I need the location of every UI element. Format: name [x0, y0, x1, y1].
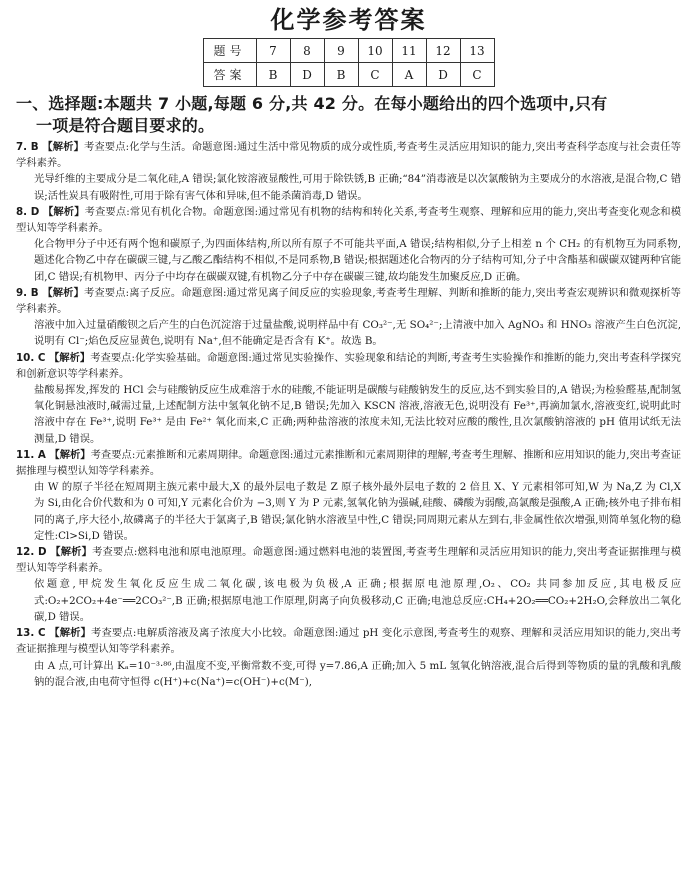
answer-cell: C	[460, 63, 494, 87]
answer-table	[203, 38, 495, 87]
question-lead: 考查要点:电解质溶液及离子浓度大小比较。命题意图:通过 pH 变化示意图,考查考生的观察、理解和灵活应用知识的能力,突出考查证据推理与模型认知等学科素养。	[16, 627, 681, 656]
question-body: 化合物甲分子中还有两个饱和碳原子,为四面体结构,所以所有原子不可能共平面,A 错误;结构相似,分子上相差 n 个 CH₂ 的有机物互为同系物,题述化合物乙中存在碳碳三键,与乙酸乙酯结构不相似,不是同系物,B 错误;根据题述化合物丙的分子结构可知,分子中含酯基和碳碳双键两种官能团,C 错误;有机物甲、丙分子中均存在碳碳双键,有机物乙分子中存在碳碳三键,故均能发生加聚反应,D 正确。	[34, 238, 681, 283]
question-lead: 考查要点:常见有机化合物。命题意图:通过常见有机物的结构和转化关系,考查考生观察、理解和应用的能力,突出考查变化观念和模型认知等学科素养。	[16, 205, 682, 235]
page-title: 化学参考答案	[270, 6, 427, 34]
question-number: 8	[290, 39, 324, 63]
question-lead: 考查要点:离子反应。命题意图:通过常见离子间反应的实验现象,考查考生理解、判断和推断的能力,突出考查宏观辨识和微观探析等学科素养。	[16, 286, 681, 316]
answer-cell: D	[426, 63, 460, 87]
answer-cell: C	[358, 63, 392, 87]
question-explanation-8	[16, 204, 681, 285]
answer-cell: D	[290, 63, 324, 87]
question-head: 13. C 【解析】	[16, 627, 92, 640]
question-body: 盐酸易挥发,挥发的 HCl 会与硅酸钠反应生成难溶于水的硅酸,不能证明是碳酸与硅酸钠发生的反应,达不到实验目的,A 错误;为检验醛基,配制氢氧化铜悬浊液时,碱需过量,上述配制方法中氢氧化钠不足,B 错误;先加入 KSCN 溶液,溶液无色,说明没有 Fe³⁺,再滴加氯水,溶液变红,说明此时溶液中存在 Fe³⁺,说明 Fe³⁺ 是由 Fe²⁺ 氧化而来,C 正确;两种盐溶液的浓度未知,无法比较对应酸的酸性,且次氯酸钠溶液的 pH 值用试纸无法测量,D 错误。	[34, 384, 681, 445]
question-lead: 考查要点:化学实验基础。命题意图:通过常见实验操作、实验现象和结论的判断,考查考生实验操作和推断的能力,突出考查科学探究和创新意识等学科素养。	[16, 351, 682, 380]
answer-cell: A	[392, 63, 426, 87]
answer-cell: B	[324, 63, 358, 87]
question-lead: 考查要点:元素推断和元素周期律。命题意图:通过元素推断和元素周期律的理解,考查考生理解、推断和应用知识的能力,突出考查证据推理与模型认知等学科素养。	[16, 448, 681, 478]
question-lead: 考查要点:燃料电池和原电池原理。命题意图:通过燃料电池的装置图,考查考生理解和灵活应用知识的能力,突出考查证据推理与模型认知等学科素养。	[16, 546, 681, 575]
question-number: 7	[256, 39, 290, 63]
question-head: 7. B 【解析】	[16, 141, 84, 153]
question-body: 依题意,甲烷发生氧化反应生成二氧化碳,该电极为负极,A 正确;根据原电池原理,O₂、CO₂ 共同参加反应,其电极反应式:O₂+2CO₂+4e⁻══2CO₃²⁻,B 正确;根据原电池工作原理,阴离子向负极移动,C 正确;电池总反应:CH₄+2O₂══CO₂+2H₂O,会释放出二氧化碳,D 错误。	[34, 578, 681, 623]
section-heading	[16, 93, 681, 137]
question-explanation-13	[16, 625, 681, 690]
question-head: 9. B 【解析】	[16, 286, 84, 299]
question-body: 光导纤维的主要成分是二氧化硅,A 错误;氯化铵溶液显酸性,可用于除铁锈,B 正确;“84”消毒液是以次氯酸钠为主要成分的水溶液,是混合物,C 错误;活性炭具有吸附性,可用于除有害气体和异味,但不能杀菌消毒,D 错误。	[34, 173, 681, 202]
question-head: 12. D 【解析】	[16, 546, 93, 559]
question-body: 由 W 的原子半径在短周期主族元素中最大,X 的最外层电子数是 Z 原子核外最外层电子数的 2 倍且 X、Y 元素相邻可知,W 为 Na,Z 为 Cl,X 为 Si,由化合价代数和为 0 可知,Y 元素化合价为 −3,则 Y 为 P 元素,氢氧化钠为强碱,硅酸、磷酸为弱酸,高氯酸是强酸,A 正确;核外电子排布相同的离子,序大径小,故磷离子的半径大于氯离子,B 错误;氯化钠水溶液呈中性,C 错误;同周期元素从左到右,非金属性依次增强,则简单氢化物的稳定性:Cl>Si,D 错误。	[34, 481, 681, 542]
question-body: 溶液中加入过量硝酸钡之后产生的白色沉淀溶于过量盐酸,说明样品中有 CO₃²⁻,无 SO₄²⁻;上清液中加入 AgNO₃ 和 HNO₃ 溶液产生白色沉淀,说明有 Cl⁻;焰色反应显黄色,说明有 Na⁺,但不能确定是否含有 K⁺。故选 B。	[34, 319, 681, 348]
question-explanation-12	[16, 544, 681, 625]
answer-cell: B	[256, 63, 290, 87]
question-head: 10. C 【解析】	[16, 351, 91, 364]
table-row-label: 题号	[203, 39, 256, 63]
section-heading-line-1: 一、选择题:本题共 7 小题,每题 6 分,共 42 分。在每小题给出的四个选项中,只有	[16, 94, 608, 113]
question-body: 由 A 点,可计算出 Kₐ=10⁻³·⁸⁶,由温度不变,平衡常数不变,可得 y=7.86,A 正确;加入 5 mL 氢氧化钠溶液,混合后得到等物质的量的乳酸和乳酸钠的混合液,由电荷守恒得 c(H⁺)+c(Na⁺)=c(OH⁻)+c(M⁻),	[34, 659, 681, 688]
question-head: 11. A 【解析】	[16, 448, 91, 461]
answer-table-answer-row	[203, 63, 494, 87]
question-lead: 考查要点:化学与生活。命题意图:通过生活中常见物质的成分或性质,考查考生灵活应用知识的能力,突出考查科学态度与社会责任等学科素养。	[16, 141, 681, 170]
question-number: 10	[358, 39, 392, 63]
question-number: 12	[426, 39, 460, 63]
question-explanation-10	[16, 350, 681, 447]
question-number: 9	[324, 39, 358, 63]
question-explanation-7	[16, 139, 681, 204]
question-explanation-9	[16, 285, 681, 350]
question-number: 11	[392, 39, 426, 63]
table-row-label: 答案	[203, 63, 256, 87]
question-number: 13	[460, 39, 494, 63]
question-explanation-11	[16, 447, 681, 544]
answer-table-number-row	[203, 39, 494, 63]
question-head: 8. D 【解析】	[16, 205, 85, 218]
section-heading-line-2: 一项是符合题目要求的。	[36, 116, 215, 135]
